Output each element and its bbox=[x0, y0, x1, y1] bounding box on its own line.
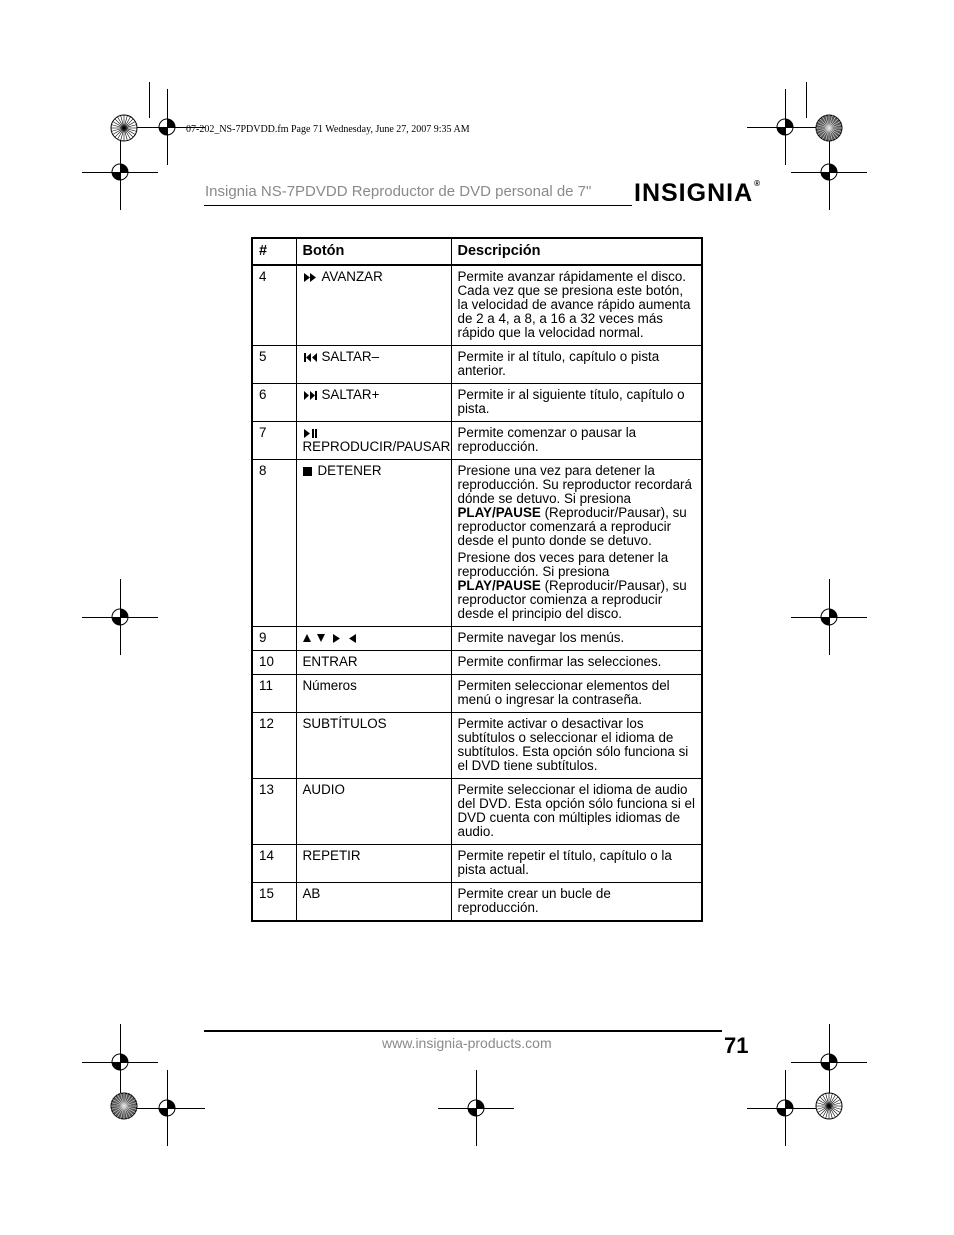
logo-text: INSIGNIA bbox=[634, 179, 754, 207]
row-button bbox=[296, 384, 451, 422]
description-text: (Reproducir/Pausar), su reproductor comienza a reproducir desde el principio del disco. bbox=[457, 578, 687, 621]
description-text: Permite avanzar rápidamente el disco. Cada vez que se presiona este botón, la velocidad de avance rápido aumenta de 2 a 4, a 8, a 16 a 32 veces más rápido que la velocidad normal. bbox=[457, 269, 691, 340]
row-description bbox=[451, 422, 702, 460]
arrow-keys-icon bbox=[303, 634, 359, 643]
table-row bbox=[252, 346, 702, 384]
row-number: 13 bbox=[252, 779, 296, 845]
row-description bbox=[451, 845, 702, 883]
table-row bbox=[252, 845, 702, 883]
table-row bbox=[252, 384, 702, 422]
row-description bbox=[451, 675, 702, 713]
description-text: Permite seleccionar el idioma de audio del DVD. Esta opción sólo funciona si el DVD cuenta con múltiples idiomas de audio. bbox=[457, 782, 695, 839]
page-header-title: Insignia NS-7PDVDD Reproductor de DVD personal de 7" bbox=[205, 183, 592, 200]
table-row bbox=[252, 460, 702, 627]
description-text: Permite ir al título, capítulo o pista anterior. bbox=[457, 349, 660, 378]
button-label: ENTRAR bbox=[302, 654, 358, 669]
row-description bbox=[451, 713, 702, 779]
row-number: 11 bbox=[252, 675, 296, 713]
registration-star-mark bbox=[815, 114, 843, 142]
row-button bbox=[296, 422, 451, 460]
crop-line bbox=[806, 82, 807, 118]
row-number: 7 bbox=[252, 422, 296, 460]
row-number: 9 bbox=[252, 627, 296, 651]
row-number: 12 bbox=[252, 713, 296, 779]
registration-star-mark bbox=[815, 1092, 843, 1120]
description-paragraph bbox=[458, 551, 696, 621]
table-row bbox=[252, 651, 702, 675]
registration-star-mark bbox=[110, 1092, 138, 1120]
row-description bbox=[451, 883, 702, 922]
button-label: AVANZAR bbox=[321, 269, 383, 284]
header-description: Descripción bbox=[451, 238, 702, 265]
button-label: SALTAR– bbox=[321, 349, 380, 364]
row-description bbox=[451, 651, 702, 675]
row-number: 14 bbox=[252, 845, 296, 883]
footer-rule bbox=[204, 1030, 722, 1032]
header-num: # bbox=[252, 238, 296, 265]
row-number: 15 bbox=[252, 883, 296, 922]
row-button bbox=[296, 265, 451, 346]
button-label: SALTAR+ bbox=[321, 387, 380, 402]
description-text: Permite crear un bucle de reproducción. bbox=[457, 886, 611, 915]
button-label: SUBTÍTULOS bbox=[302, 716, 387, 731]
button-label: Números bbox=[302, 678, 357, 693]
row-description bbox=[451, 265, 702, 346]
skip-forward-icon bbox=[303, 391, 318, 400]
button-label: REPRODUCIR/PAUSAR bbox=[302, 439, 451, 454]
skip-back-icon bbox=[303, 353, 318, 362]
table-row bbox=[252, 627, 702, 651]
description-text: Permite comenzar o pausar la reproducción. bbox=[457, 425, 637, 454]
table-body bbox=[252, 265, 702, 921]
row-button bbox=[296, 845, 451, 883]
table-row bbox=[252, 422, 702, 460]
table-header-row bbox=[252, 238, 702, 265]
row-number: 8 bbox=[252, 460, 296, 627]
description-text: Presione dos veces para detener la reproducción. Si presiona bbox=[457, 550, 669, 579]
file-slug: 07-202_NS-7PDVDD.fm Page 71 Wednesday, June 27, 2007 9:35 AM bbox=[186, 124, 470, 135]
row-description bbox=[451, 460, 702, 627]
row-description bbox=[451, 346, 702, 384]
table-row bbox=[252, 713, 702, 779]
description-text: Presione una vez para detener la reproducción. Su reproductor recordará dónde se detuvo. Si presiona bbox=[457, 463, 692, 506]
button-description-table bbox=[251, 237, 703, 922]
table-row bbox=[252, 779, 702, 845]
row-description bbox=[451, 779, 702, 845]
description-text: (Reproducir/Pausar), su reproductor comenzará a reproducir desde el punto donde se detuvo. bbox=[457, 505, 687, 548]
button-label: REPETIR bbox=[302, 848, 361, 863]
description-text: Permite activar o desactivar los subtítulos o seleccionar el idioma de subtítulos. Esta opción sólo funciona si el DVD tiene subtítulos. bbox=[457, 716, 689, 773]
description-text: Permiten seleccionar elementos del menú o ingresar la contraseña. bbox=[457, 678, 670, 707]
row-button bbox=[296, 713, 451, 779]
row-button bbox=[296, 779, 451, 845]
table-row bbox=[252, 675, 702, 713]
table-row bbox=[252, 883, 702, 922]
description-text: Permite confirmar las selecciones. bbox=[457, 654, 662, 669]
row-number: 6 bbox=[252, 384, 296, 422]
registration-star-mark bbox=[110, 114, 138, 142]
button-label: AB bbox=[302, 886, 321, 901]
row-number: 10 bbox=[252, 651, 296, 675]
row-button bbox=[296, 627, 451, 651]
description-text: Permite ir al siguiente título, capítulo o pista. bbox=[457, 387, 685, 416]
play-pause-icon bbox=[303, 429, 318, 438]
description-paragraph bbox=[458, 464, 696, 548]
description-text: Permite navegar los menús. bbox=[457, 630, 625, 645]
header-rule bbox=[204, 205, 632, 206]
footer-url: www.insignia-products.com bbox=[382, 1035, 552, 1051]
row-button bbox=[296, 651, 451, 675]
description-text: Permite repetir el título, capítulo o la pista actual. bbox=[457, 848, 672, 877]
page-number: 71 bbox=[724, 1033, 749, 1058]
logo-trademark: ® bbox=[754, 179, 762, 188]
row-button bbox=[296, 460, 451, 627]
stop-icon bbox=[303, 467, 314, 476]
row-button bbox=[296, 346, 451, 384]
row-button bbox=[296, 883, 451, 922]
crop-line bbox=[149, 82, 150, 118]
header-button: Botón bbox=[296, 238, 451, 265]
row-number: 4 bbox=[252, 265, 296, 346]
key-name: PLAY/PAUSE bbox=[457, 578, 541, 593]
row-description bbox=[451, 384, 702, 422]
button-label: AUDIO bbox=[302, 782, 345, 797]
row-button bbox=[296, 675, 451, 713]
row-number: 5 bbox=[252, 346, 296, 384]
row-description bbox=[451, 627, 702, 651]
fast-forward-icon bbox=[303, 273, 318, 282]
table-row bbox=[252, 265, 702, 346]
insignia-logo bbox=[634, 179, 761, 208]
button-label: DETENER bbox=[317, 463, 382, 478]
key-name: PLAY/PAUSE bbox=[457, 505, 541, 520]
